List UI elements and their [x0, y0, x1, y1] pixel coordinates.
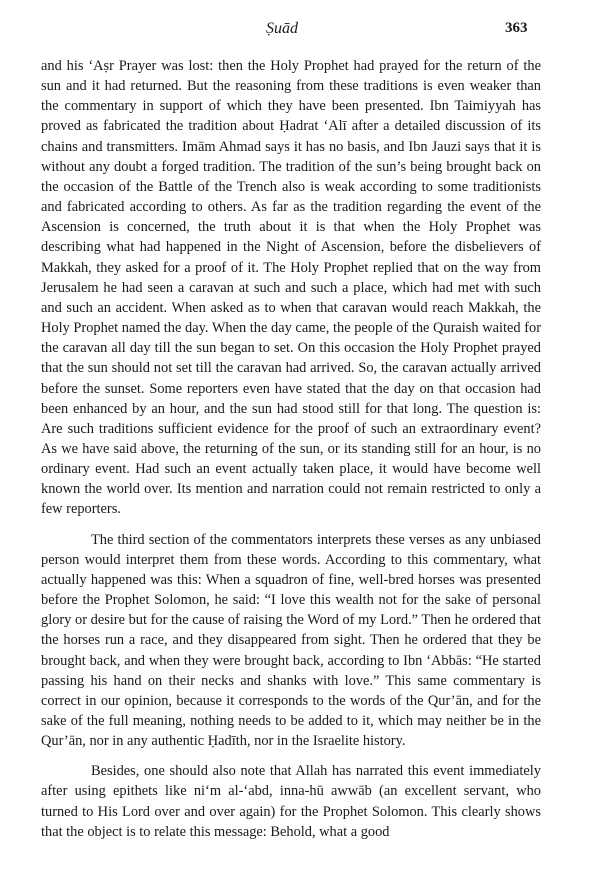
running-header — [0, 20, 600, 44]
paragraph-3: Besides, one should also note that Allah has narrated this event immediately after using epithets like ni‘m al-‘abd, inna-hū awwāb (an excellent servant, who turned to His Lord over and over again) for the Prophet Solomon. This clearly shows that the object is to relate this message: Behold, what a good — [41, 763, 541, 840]
paragraph-2: The third section of the commentators interprets these verses as any unbiased person would interpret them from these words. According to this commentary, what actually happened was this: When a squadron of fine, well-bred horses was presented before the Prophet Solomon, he said: “I love this wealth not for the sake of personal glory or desire but for the cause of raising the Word of my Lord.” Then he ordered that the horses run a race, and they disappeared from sight. Then he ordered that they be brought back, and when they were brought back, according to Ibn ‘Abbās: “He started passing his hand on their necks and shanks with love.” This same commentary is correct in our opinion, because it corresponds to the words of the Qur’ān, and for the sake of the full meaning, nothing needs to be added to it, which may neither be in the Qur’ān, nor in any authentic Ḥadīth, nor in the Israelite history. — [41, 531, 541, 750]
paragraph-1: and his ‘Aṣr Prayer was lost: then the Holy Prophet had prayed for the return of the sun and it had returned. But the reasoning from these traditions is even weaker than the commentary in support of which they have been presented. Ibn Taimiyyah has proved as fabricated the tradition about Ḥadrat ‘Alī after a detailed discussion of its chains and transmitters. Imām Ahmad says it has no basis, and Ibn Jauzi says that it is without any doubt a forged tradition. The tradition of the sun’s being brought back on the occasion of the Battle of the Trench also is weak according to some traditionists and fabricated according to others. As far as the tradition regarding the event of the Ascension is concerned, the truth about it is that when the Holy Prophet was describing what had happened in the Night of Ascension, before the disbelievers of Makkah, they asked for a proof of it. The Holy Prophet replied that on the way from Jerusalem he had seen a caravan at such and such a place, which had met with such and such an accident. When asked as to when that caravan would reach Makkah, the Holy Prophet named the day. When the day came, the people of the Quraish waited for the caravan all day till the sun began to set. On this occasion the Holy Prophet prayed that the sun should not set till the caravan had arrived. So, the caravan actually arrived before the sunset. Some reporters even have stated that the day on that occasion had been enhanced by an hour, and the sun had stood still for that long. The question is: Are such traditions sufficient evidence for the proof of such an extraordinary event? As we have said above, the returning of the sun, or its standing still for an hour, is no ordinary event. Had such an event actually taken place, it would have become well known the world over. Its mention and narration could not remain restricted to only a few reporters. — [41, 58, 541, 518]
body-text — [41, 56, 541, 842]
chapter-title: Ṣuād — [266, 20, 298, 37]
page-number: 363 — [505, 20, 528, 36]
